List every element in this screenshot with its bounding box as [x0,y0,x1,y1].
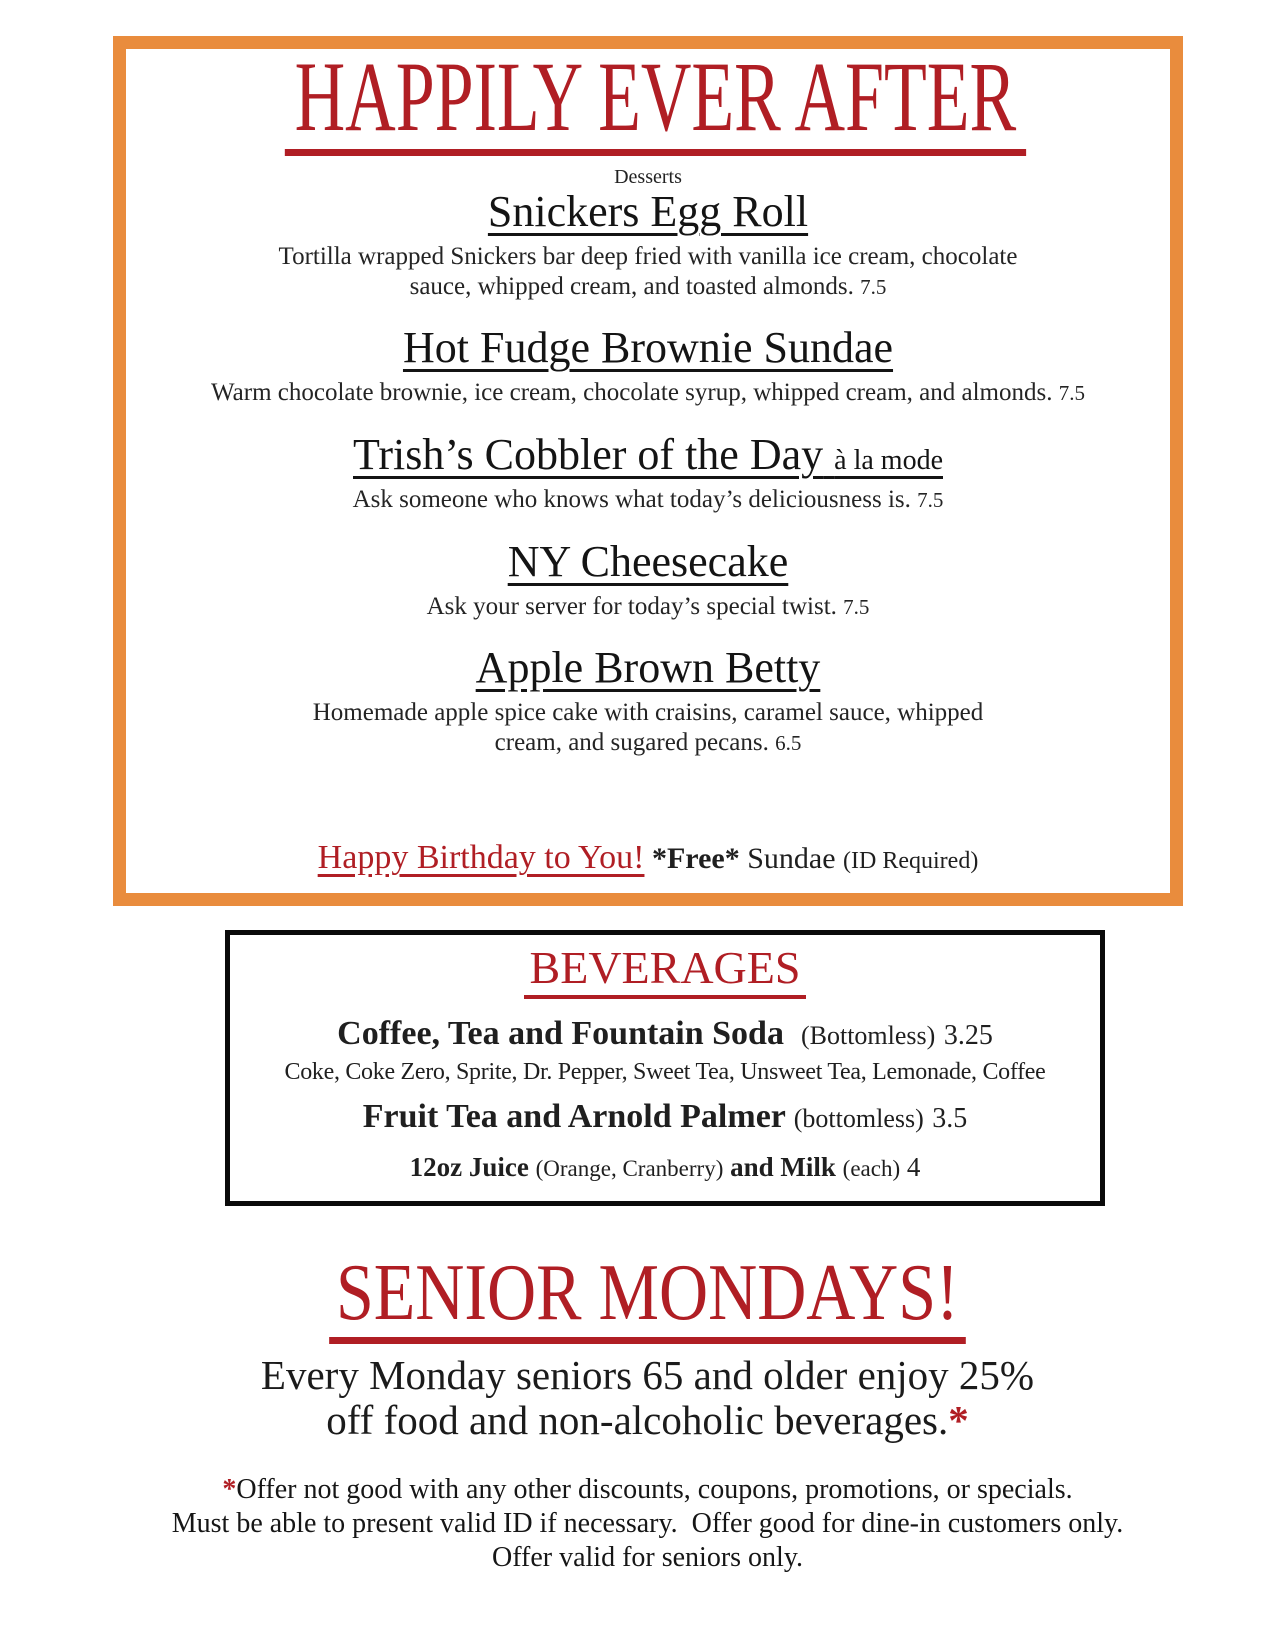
menu-item-apple-brown-betty [126,645,1170,757]
item-price: 6.5 [775,730,802,755]
item-description-text: Warm chocolate brownie, ice cream, chocolate syrup, whipped cream, and almonds. [211,379,1053,407]
beverage-note: (bottomless) [793,1104,924,1133]
item-name-text: Snickers Egg Roll [487,187,809,236]
page-title: HAPPILY EVER AFTER [285,51,1026,156]
item-name [353,429,943,479]
beverage-item-fruit-tea-arnold-palmer [230,1098,1100,1136]
title-row [126,41,1170,156]
item-description-text: Homemade apple spice cake with craisins, caramel sauce, whipped cream, and sugared pecans. [312,699,984,756]
senior-mondays-section [20,1249,1275,1574]
beverage-name: Coffee, Tea and Fountain Soda [337,1015,784,1052]
desserts-section [113,36,1183,906]
item-description-text: Ask your server for today’s special twist. [426,592,837,620]
beverage-price: 4 [906,1152,921,1182]
item-description [268,242,1028,301]
beverage-options-list: Coke, Coke Zero, Sprite, Dr. Pepper, Sweet Tea, Unsweet Tea, Lemonade, Coffee [284,1059,1046,1085]
senior-offer-line-2 [20,1399,1275,1443]
beverage-name-2: and Milk [730,1152,836,1182]
item-price: 7.5 [843,594,870,619]
senior-mondays-heading: SENIOR MONDAYS! [329,1253,965,1344]
menu-item-snickers-egg-roll [126,189,1170,301]
item-description [126,378,1170,408]
senior-offer-line-1: Every Monday seniors 65 and older enjoy 25% [260,1351,1035,1398]
beverage-price: 3.5 [932,1103,968,1134]
item-name [488,189,808,235]
beverage-note: (Orange, Cranberry) [535,1156,724,1181]
item-name-text: NY Cheesecake [507,536,789,586]
item-price: 7.5 [1058,381,1085,406]
birthday-offer-highlight: Happy Birthday to You! [317,839,645,877]
menu-item-ny-cheesecake [126,536,1170,622]
beverage-name: Fruit Tea and Arnold Palmer [362,1098,786,1135]
item-description [298,698,998,757]
item-name [476,645,821,691]
birthday-offer-item: Sundae [747,842,836,876]
birthday-offer-id-note: (ID Required) [843,848,979,875]
footnote-line-3: Offer valid for seniors only. [491,1541,804,1573]
senior-offer-line-2-text: off food and non-alcoholic beverages. [326,1397,949,1444]
item-name-text: Trish’s Cobbler of the Day [353,429,824,479]
footnote-line-1-text: Offer not good with any other discounts, coupons, promotions, or specials. [236,1474,1073,1506]
beverage-name: 12oz Juice [409,1152,529,1182]
beverage-note-2: (each) [842,1156,901,1181]
menu-item-cobbler-of-the-day [126,429,1170,515]
beverage-item-juice-milk [230,1152,1100,1183]
beverage-price: 3.25 [943,1020,993,1051]
item-price: 7.5 [860,274,887,299]
item-name-suffix: à la mode [834,444,943,476]
beverages-section [225,930,1105,1206]
beverage-item-coffee-tea-soda [230,1015,1100,1053]
item-name [403,325,893,371]
page-subtitle: Desserts [614,166,682,188]
item-name-text: Hot Fudge Brownie Sundae [402,323,894,373]
item-name-text: Apple Brown Betty [475,643,821,693]
item-description-text: Ask someone who knows what today’s deliciousness is. [352,486,911,514]
footnote-line-1 [20,1473,1275,1507]
footnote-line-2: Must be able to present valid ID if necessary. Offer good for dine-in customers only. [171,1507,1124,1539]
birthday-offer-free: *Free* [651,842,740,876]
item-description [126,485,1170,515]
footnote-asterisk: * [948,1397,969,1444]
menu-item-hot-fudge-brownie-sundae [126,325,1170,408]
senior-offer-footnote [20,1473,1275,1574]
beverages-heading: BEVERAGES [524,945,807,999]
item-name [507,536,789,586]
footnote-asterisk: * [222,1474,237,1506]
item-description [126,592,1170,622]
item-description-text: Tortilla wrapped Snickers bar deep fried with vanilla ice cream, chocolate sauce, whipped cream, and toasted almonds. [278,243,1018,300]
beverage-note: (Bottomless) [800,1021,936,1050]
birthday-offer [126,839,1170,877]
item-price: 7.5 [917,488,944,513]
